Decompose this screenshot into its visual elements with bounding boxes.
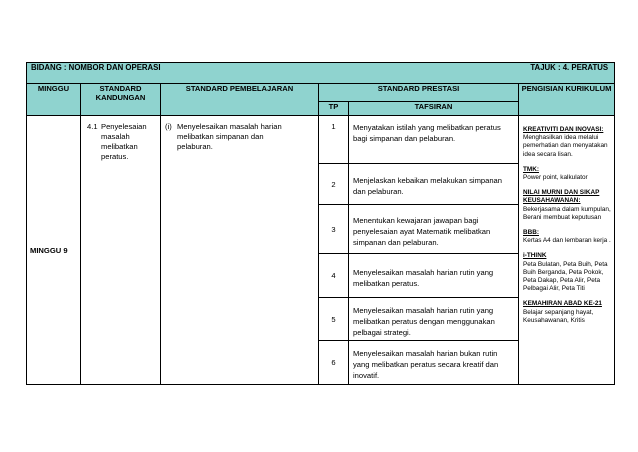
col-standard-prestasi: STANDARD PRESTASI [319, 84, 519, 102]
tafsiran-cell: Menyelesaikan masalah harian rutin yang melibatkan peratus dengan menggunakan pelbagai strategi. [349, 298, 519, 341]
table-row [27, 116, 615, 164]
pk-title: KREATIVITI DAN INOVASI: [523, 126, 604, 133]
pk-text: Power point, kalkulator [523, 174, 588, 182]
standard-pembelajaran-cell [161, 116, 319, 385]
pk-section [523, 189, 612, 222]
pk-text: Menghasilkan idea melalui pemerhatian dan menyatakan idea secara lisan. [523, 134, 608, 158]
pk-text: Belajar sepanjang hayat, Keusahawanan, Kritis [523, 308, 594, 324]
col-pengisian-kurikulum: PENGISIAN KURIKULUM [519, 84, 615, 116]
pk-section [523, 166, 612, 182]
col-standard-pembelajaran: STANDARD PEMBELAJARAN [161, 84, 319, 116]
col-minggu: MINGGU [27, 84, 81, 116]
pk-section [523, 300, 612, 325]
pk-section [523, 126, 612, 159]
tp-cell: 3 [319, 205, 349, 254]
sp-text: Menyelesaikan masalah harian melibatkan simpanan dan pelaburan. [177, 122, 282, 151]
lesson-plan-table [26, 62, 615, 385]
minggu-cell: MINGGU 9 [27, 116, 81, 385]
pk-title: KEMAHIRAN ABAD KE-21 [523, 300, 602, 308]
tp-cell: 4 [319, 254, 349, 298]
col-standard-kandungan: STANDARD KANDUNGAN [81, 84, 161, 116]
pk-text: Peta Bulatan, Peta Buih, Peta Buih Berganda, Peta Pokok, Peta Dakap, Peta Alir, Peta Pelbagai Alir, Peta Titi [523, 260, 608, 293]
col-tafsiran: TAFSIRAN [349, 102, 519, 116]
tp-cell: 6 [319, 341, 349, 385]
tafsiran-cell: Menyelesaikan masalah harian rutin yang melibatkan peratus. [349, 254, 519, 298]
pk-section [523, 252, 612, 293]
tp-cell: 5 [319, 298, 349, 341]
tafsiran-cell: Menentukan kewajaran jawapan bagi penyelesaian ayat Matematik melibatkan simpanan dan pelaburan. [349, 205, 519, 254]
sk-text: Penyelesaian masalah melibatkan peratus. [101, 122, 147, 161]
pk-title: NILAI MURNI DAN SIKAP KEUSAHAWANAN: [523, 189, 600, 205]
sp-number: (i) [165, 122, 172, 131]
tafsiran-cell: Menyelesaikan masalah harian bukan rutin yang melibatkan peratus secara kreatif dan inovatif. [349, 341, 519, 385]
pk-text: Bekerjasama dalam kumpulan, Berani membuat keputusan [523, 205, 611, 221]
tafsiran-cell: Menyatakan istilah yang melibatkan peratus bagi simpanan dan pelaburan. [349, 116, 519, 164]
pengisian-kurikulum-cell [519, 116, 615, 385]
bidang-label: BIDANG : NOMBOR DAN OPERASI [31, 63, 161, 72]
pk-text: Kertas A4 dan lembaran kerja . [523, 237, 611, 245]
pk-title: BBB: [523, 229, 539, 237]
topic-header-row [27, 63, 615, 84]
tp-cell: 1 [319, 116, 349, 164]
tp-cell: 2 [319, 164, 349, 205]
pk-title: TMK: [523, 165, 539, 173]
pk-title: i-THINK [523, 252, 547, 260]
column-header-row [27, 84, 615, 102]
col-tp: TP [319, 102, 349, 116]
sk-number: 4.1 [87, 122, 98, 131]
standard-kandungan-cell [81, 116, 161, 385]
tafsiran-cell: Menjelaskan kebaikan melakukan simpanan dan pelaburan. [349, 164, 519, 205]
pk-section [523, 229, 612, 245]
tajuk-label: TAJUK : 4. PERATUS [530, 63, 609, 72]
topic-header-cell [27, 63, 615, 84]
